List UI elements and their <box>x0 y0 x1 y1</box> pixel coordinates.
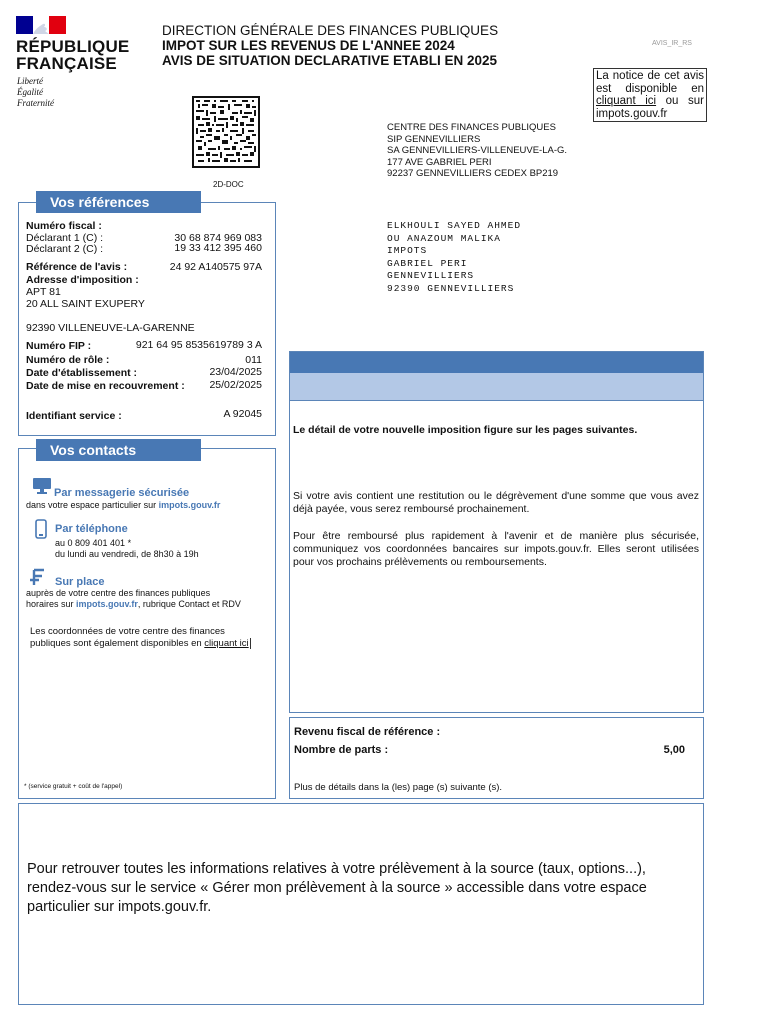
numero-role-value: 011 <box>245 354 262 366</box>
detail-intro: Le détail de votre nouvelle imposition figure sur les pages suivantes. <box>293 424 638 436</box>
sur-place-line1: auprès de votre centre des finances publiques <box>26 588 211 598</box>
telephone-number[interactable]: au 0 809 401 401 * <box>55 538 132 548</box>
date-etablissement-value: 23/04/2025 <box>209 366 262 378</box>
telephone-hours: du lundi au vendredi, de 8h30 à 19h <box>55 549 199 559</box>
rfr-label: Revenu fiscal de référence : <box>294 726 441 738</box>
numero-role-label: Numéro de rôle : <box>26 354 110 366</box>
avis-title: AVIS DE SITUATION DECLARATIVE ETABLI EN 2025 <box>162 53 498 68</box>
reference-avis-value: 24 92 A140575 97A <box>169 261 262 273</box>
nombre-parts-value: 5,00 <box>663 744 685 756</box>
adresse-line-3: 92390 VILLENEUVE-LA-GARENNE <box>26 322 195 334</box>
phone-icon <box>35 519 47 539</box>
messagerie-title[interactable]: Par messagerie sécurisée <box>54 487 190 499</box>
adresse-line-2: 20 ALL SAINT EXUPERY <box>26 298 145 310</box>
tax-centre-address: CENTRE DES FINANCES PUBLIQUES SIP GENNEVILLIERS SA GENNEVILLIERS-VILLENEUVE-LA-G. 177 AVE GABRIEL PERI 92237 GENNEVILLIERS CEDEX BP219 <box>387 122 568 179</box>
coordonnees-line1: Les coordonnées de votre centre des finances <box>30 626 225 637</box>
document-code: AVIS_IR_RS <box>652 40 692 47</box>
detail-restitution: Si votre avis contient une restitution ou le dégrèvement d'une somme que vous avez déjà payée, vous serez remboursé prochainement. <box>293 490 699 515</box>
revenu-box <box>289 717 704 799</box>
notice-box: La notice de cet avis est disponible en cliquant ici ou sur impots.gouv.fr <box>593 68 707 122</box>
coordonnees-link[interactable]: cliquant ici <box>204 638 249 649</box>
contacts-footnote: * (service gratuit + coût de l'appel) <box>24 783 123 790</box>
motto: Liberté Égalité Fraternité <box>17 76 54 108</box>
impot-title: IMPOT SUR LES REVENUS DE L'ANNEE 2024 <box>162 38 455 53</box>
2d-doc-label: 2D-DOC <box>213 180 244 189</box>
adresse-imposition-label: Adresse d'imposition : <box>26 274 139 286</box>
adresse-line-1: APT 81 <box>26 286 61 298</box>
sur-place-link[interactable]: impots.gouv.fr <box>76 599 138 609</box>
direction-title: DIRECTION GÉNÉRALE DES FINANCES PUBLIQUES <box>162 23 499 38</box>
numero-fip-label: Numéro FIP : <box>26 340 92 352</box>
franc-symbol-icon <box>28 568 46 586</box>
date-recouvrement-label: Date de mise en recouvrement : <box>26 380 185 392</box>
marianne-flag-icon <box>16 16 66 34</box>
prelevement-source-box <box>18 803 704 1005</box>
republique-francaise-logo <box>14 14 129 110</box>
reference-avis-label: Référence de l'avis : <box>26 261 128 273</box>
2d-doc-code-icon <box>192 96 260 168</box>
references-title: Vos références <box>36 191 201 213</box>
nombre-parts-label: Nombre de parts : <box>294 744 389 756</box>
date-recouvrement-value: 25/02/2025 <box>209 379 262 391</box>
detail-panel-header <box>290 352 703 373</box>
declarant1-label: Déclarant 1 (C) : <box>26 232 104 244</box>
declarant2-value: 19 33 412 395 460 <box>174 242 262 254</box>
numero-fiscal-label: Numéro fiscal : <box>26 220 102 232</box>
notice-link[interactable]: cliquant ici <box>596 95 657 107</box>
coordonnees-line2: publiques sont également disponibles en cliquant ici <box>30 638 249 649</box>
messagerie-text: dans votre espace particulier sur impots.gouv.fr <box>26 500 221 510</box>
computer-icon <box>32 477 52 494</box>
revenu-details: Plus de détails dans la (les) page (s) suivante (s). <box>294 782 503 793</box>
sur-place-line2: horaires sur impots.gouv.fr, rubrique Contact et RDV <box>26 599 241 609</box>
declarant1-value: 30 68 874 969 083 <box>174 232 262 244</box>
contacts-title: Vos contacts <box>36 439 201 461</box>
declarant2-label: Déclarant 2 (C) : <box>26 243 104 255</box>
messagerie-link[interactable]: impots.gouv.fr <box>158 500 221 510</box>
recipient-address: ELKHOULI SAYED AHMED OU ANAZOUM MALIKA IMPOTS GABRIEL PERI GENNEVILLIERS 92390 GENNEVILLIERS <box>387 220 522 294</box>
sur-place-title: Sur place <box>55 576 105 588</box>
date-etablissement-label: Date d'établissement : <box>26 367 138 379</box>
identifiant-service-label: Identifiant service : <box>26 410 122 422</box>
republique-text: RÉPUBLIQUE FRANÇAISE <box>16 37 130 73</box>
numero-fip-value: 921 64 95 8535619789 3 A <box>135 339 262 351</box>
detail-remboursement: Pour être remboursé plus rapidement à l'avenir et de manière plus sécurisée, communiquez vos coordonnées bancaires sur impots.gouv.fr. Elles seront utilisées pour vos prochains prélèvements ou remboursements. <box>293 530 699 568</box>
identifiant-service-value: A 92045 <box>223 408 262 420</box>
document-title <box>162 23 498 68</box>
prelevement-source-text: Pour retrouver toutes les informations relatives à votre prélèvement à la source (taux, options...), rendez-vous sur le service « Gérer mon prélèvement à la source » accessible dans votre espace particulier sur impots.gouv.fr. <box>27 861 647 915</box>
detail-panel-subheader <box>290 373 703 401</box>
detail-panel <box>289 351 704 713</box>
telephone-title: Par téléphone <box>55 523 128 535</box>
